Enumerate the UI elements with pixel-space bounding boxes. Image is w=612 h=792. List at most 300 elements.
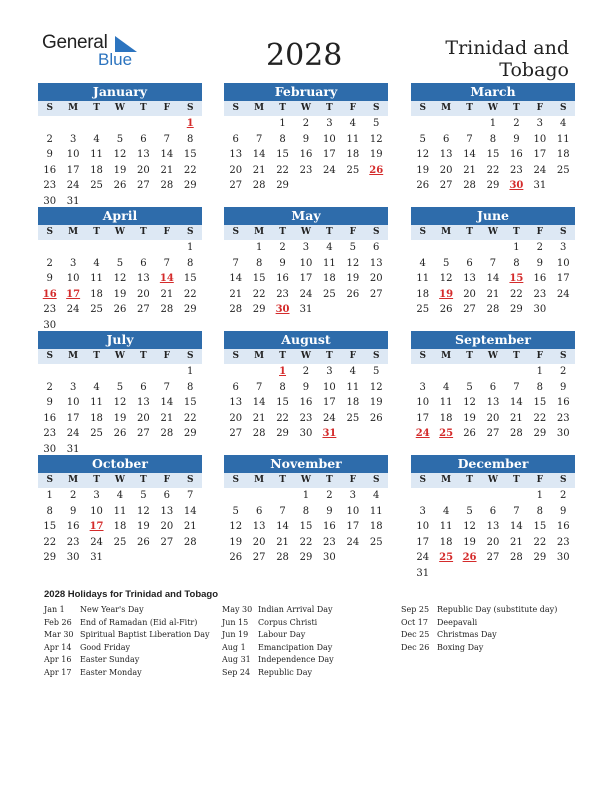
week-row [224,132,388,148]
day-cell [318,178,341,194]
weekday-label: T [140,227,147,237]
day-cell: 5 [419,133,426,145]
day-cell [108,240,131,256]
week-row [38,488,202,504]
month-april [38,207,202,333]
day-cell: 21 [463,164,476,176]
day-cell: 22 [252,288,266,300]
weekday-label: M [441,475,452,485]
week-row [224,504,388,520]
month-december [411,455,575,581]
day-cell: 31 [66,443,80,455]
day-cell: 15 [43,521,57,532]
day-cell: 30 [66,552,80,563]
day-cell [365,550,388,566]
day-cell: 8 [46,505,53,517]
day-cell [365,302,388,318]
day-cell [458,116,481,132]
day-cell: 24 [346,536,360,548]
day-cell: 5 [466,381,473,393]
weekday-label: T [279,351,286,361]
day-cell: 7 [279,505,286,517]
day-cell: 28 [229,304,243,315]
holiday-day-cell: 1 [186,118,194,129]
holiday-name: Republic Day (substitute day) [437,605,558,614]
holiday-day-cell: 16 [42,288,57,300]
day-cell: 14 [183,505,197,517]
day-cell [458,240,481,256]
weekday-label: S [232,227,239,237]
day-cell: 23 [43,304,57,315]
day-cell: 6 [489,505,497,517]
day-cell: 14 [160,149,174,160]
week-row [38,504,202,520]
day-cell: 21 [229,288,243,300]
day-cell [132,364,155,380]
day-cell: 2 [302,118,310,129]
weekday-header-row [224,473,388,488]
day-cell: 10 [66,149,80,160]
day-cell: 1 [187,242,194,253]
holiday-item [44,667,210,680]
week-row [411,380,575,396]
day-cell: 15 [299,521,313,532]
day-cell: 30 [299,428,313,439]
day-cell: 31 [299,304,313,315]
day-cell: 23 [533,288,547,300]
day-cell [224,116,247,132]
day-cell: 23 [276,288,289,300]
day-cell: 22 [276,164,289,176]
logo-general-text: General [42,32,108,53]
weekday-label: F [536,475,544,485]
day-cell [458,488,481,504]
day-cell: 27 [486,428,500,439]
day-cell: 20 [137,288,150,300]
week-row [224,116,388,132]
day-cell: 19 [113,164,127,176]
day-cell: 11 [90,149,103,160]
day-cell: 13 [463,273,476,284]
day-cell: 5 [232,505,239,517]
holidays-title: 2028 Holidays for Trinidad and Tobago [44,589,219,600]
day-cell [108,550,131,566]
week-row [38,147,202,163]
day-cell: 11 [113,505,127,517]
holiday-date: Dec 25 [401,630,430,639]
day-cell: 28 [486,304,500,315]
holiday-day-cell: 30 [509,180,524,191]
day-cell [247,364,270,380]
day-cell: 11 [369,505,383,517]
day-cell: 9 [279,257,286,269]
week-row [38,163,202,179]
day-cell: 1 [489,118,497,129]
day-cell: 27 [463,304,476,315]
day-cell: 31 [90,552,103,563]
day-cell: 9 [46,273,53,284]
day-cell [434,488,457,504]
day-cell: 26 [369,412,383,424]
week-row [224,519,388,535]
month-november [224,455,388,566]
day-cell: 13 [137,273,150,284]
day-cell: 26 [463,428,476,439]
holiday-day-cell: 1 [279,366,287,377]
day-cell [481,240,504,256]
holiday-date: Jun 19 [222,630,249,639]
holiday-day-cell: 24 [415,428,430,439]
day-cell: 3 [326,118,333,129]
day-cell: 1 [46,490,53,501]
day-cell: 9 [46,149,53,160]
day-cell: 4 [349,118,356,129]
day-cell: 28 [183,536,197,548]
day-cell: 16 [533,273,547,284]
weekday-label: W [487,475,499,485]
day-cell [411,240,434,256]
day-cell: 6 [140,257,147,269]
day-cell: 6 [140,381,147,393]
day-cell: 11 [323,257,336,269]
day-cell [38,240,61,256]
weekday-label: M [441,351,452,361]
day-cell: 14 [486,273,500,284]
weekday-label: S [372,103,380,113]
day-cell [411,116,434,132]
day-cell [108,364,131,380]
day-cell: 5 [373,366,380,377]
weekday-label: M [254,103,265,113]
day-cell [434,116,457,132]
day-cell: 20 [252,536,266,548]
week-row [38,380,202,396]
holiday-day-cell: 15 [509,273,524,284]
day-cell: 30 [43,319,57,331]
day-cell: 6 [163,490,170,501]
day-cell [61,116,84,132]
day-cell: 20 [486,536,500,548]
holiday-name: Easter Monday [80,667,142,677]
weekday-header-row [224,225,388,240]
day-cell: 18 [439,412,453,424]
day-cell: 25 [346,164,360,176]
day-cell: 9 [513,133,520,145]
day-cell: 17 [323,149,336,160]
day-cell: 20 [229,412,243,424]
month-name: January [38,83,202,101]
day-cell: 30 [43,443,57,455]
day-cell: 19 [229,536,243,548]
day-cell [458,364,481,380]
month-may [224,207,388,318]
day-cell: 27 [137,304,150,315]
day-cell: 7 [466,133,473,145]
day-cell: 15 [276,149,289,160]
holiday-date: Aug 31 [222,655,251,664]
month-name: February [224,83,388,101]
weekday-label: T [513,351,520,361]
weekday-label: M [441,103,452,113]
holiday-day-cell: 30 [275,304,290,315]
day-cell: 6 [442,133,450,145]
day-cell [85,240,108,256]
week-row [38,550,202,566]
day-cell [108,116,131,132]
day-cell [481,488,504,504]
day-cell: 2 [46,133,53,145]
week-row [411,163,575,179]
day-cell: 4 [373,490,380,501]
day-cell: 27 [137,180,150,191]
week-row [411,178,575,194]
weekday-header-row [224,349,388,364]
month-august [224,331,388,442]
weekday-label: F [163,351,171,361]
day-cell: 7 [255,133,263,145]
weekday-label: S [186,227,194,237]
weekday-label: T [93,475,100,485]
day-cell [505,566,528,582]
holiday-name: Deepavali [437,617,478,627]
day-cell: 18 [323,273,336,284]
day-cell: 20 [369,273,383,284]
day-cell: 22 [276,412,289,424]
holiday-item [222,654,334,667]
day-cell [434,364,457,380]
day-cell: 15 [183,149,197,160]
day-cell: 21 [486,288,500,300]
month-october [38,455,202,566]
weekday-label: M [254,351,265,361]
weekday-label: S [372,351,380,361]
weekday-label: T [140,351,147,361]
week-row [224,147,388,163]
day-cell: 29 [510,304,523,315]
day-cell: 1 [536,366,543,377]
day-cell: 5 [116,381,124,393]
day-cell: 28 [510,428,523,439]
day-cell: 6 [255,505,263,517]
day-cell: 10 [90,505,103,517]
day-cell: 10 [323,381,336,393]
day-cell [528,566,551,582]
day-cell: 25 [113,536,127,548]
day-cell: 30 [556,552,570,563]
holiday-date: Apr 17 [44,667,72,677]
weekday-label: S [559,351,567,361]
day-cell: 11 [346,381,360,393]
day-cell: 10 [299,257,313,269]
weekday-label: T [513,103,520,113]
day-cell: 3 [326,366,333,377]
weekday-label: T [93,103,100,113]
weekday-label: S [46,103,53,113]
day-cell: 27 [439,180,453,191]
weekday-header-row [38,349,202,364]
week-row [411,287,575,303]
day-cell: 25 [416,304,430,315]
day-cell: 14 [463,149,476,160]
weekday-label: F [349,103,357,113]
day-cell [247,116,270,132]
day-cell: 23 [556,412,570,424]
day-cell: 13 [252,521,266,532]
day-cell: 8 [187,257,194,269]
day-cell: 21 [183,521,197,532]
day-cell: 13 [439,149,453,160]
day-cell: 29 [276,428,289,439]
day-cell: 22 [486,164,500,176]
day-cell [434,566,457,582]
day-cell [341,550,364,566]
weekday-label: F [163,227,171,237]
day-cell: 17 [346,521,360,532]
weekday-label: T [466,227,473,237]
week-row [411,364,575,380]
day-cell: 16 [556,397,570,408]
weekday-label: F [536,351,544,361]
holiday-name: Christmas Day [437,630,497,639]
day-cell: 10 [66,397,80,408]
week-row [411,147,575,163]
day-cell: 24 [416,552,430,563]
day-cell: 10 [533,133,547,145]
weekday-label: S [372,475,380,485]
holiday-date: Sep 24 [222,667,251,677]
weekday-label: T [326,103,333,113]
day-cell: 3 [302,242,310,253]
day-cell [85,364,108,380]
day-cell: 9 [302,133,310,145]
weekday-header-row [411,101,575,116]
week-row [224,411,388,427]
holiday-date: Dec 26 [401,642,430,652]
day-cell: 22 [533,412,547,424]
day-cell [38,364,61,380]
day-cell: 3 [560,242,567,253]
holiday-date: Jun 15 [222,617,249,627]
week-row [38,519,202,535]
day-cell: 26 [416,180,430,191]
day-cell: 12 [463,397,476,408]
day-cell: 12 [229,521,243,532]
day-cell: 27 [229,428,243,439]
day-cell: 29 [183,304,197,315]
day-cell: 21 [510,412,523,424]
holiday-day-cell: 26 [462,552,477,563]
day-cell: 12 [137,505,150,517]
weekday-label: T [140,103,147,113]
day-cell: 6 [466,257,473,269]
day-cell [458,566,481,582]
holiday-name: New Year's Day [80,605,144,614]
holiday-name: Boxing Day [437,642,484,652]
day-cell: 23 [66,536,80,548]
day-cell: 17 [416,412,430,424]
weekday-label: W [114,103,126,113]
day-cell: 19 [113,412,127,424]
holiday-name: End of Ramadan (Eid al-Fitr) [80,617,198,627]
weekday-label: F [536,227,544,237]
week-row [411,271,575,287]
day-cell: 4 [560,118,567,129]
day-cell: 26 [113,180,127,191]
weekday-label: M [68,351,79,361]
weekday-label: S [232,475,239,485]
day-cell: 14 [510,397,523,408]
holiday-name: Republic Day [258,667,312,677]
day-cell: 12 [113,149,127,160]
week-row [224,550,388,566]
day-cell: 25 [90,180,103,191]
day-cell [365,426,388,442]
day-cell: 15 [276,397,289,408]
day-cell: 30 [533,304,547,315]
weekday-label: S [419,475,426,485]
week-row [224,426,388,442]
day-cell: 29 [533,552,547,563]
holiday-name: Corpus Christi [258,617,318,627]
week-row [411,488,575,504]
day-cell: 20 [137,164,150,176]
day-cell: 6 [489,381,497,393]
holiday-day-cell: 26 [369,164,384,176]
day-cell: 21 [160,288,174,300]
day-cell: 26 [113,304,127,315]
weekday-label: F [349,475,357,485]
weekday-label: F [349,227,357,237]
day-cell [224,364,247,380]
holiday-item [222,629,334,642]
weekday-label: T [513,227,520,237]
day-cell: 7 [187,490,194,501]
day-cell [434,240,457,256]
day-cell: 19 [416,164,430,176]
day-cell [552,178,575,194]
day-cell: 17 [533,149,547,160]
day-cell: 1 [536,490,543,501]
week-row [38,256,202,272]
day-cell: 13 [229,149,243,160]
day-cell: 7 [513,505,520,517]
weekday-label: F [536,103,544,113]
day-cell: 24 [66,304,80,315]
day-cell: 2 [326,490,333,501]
holiday-item [222,604,334,617]
day-cell: 2 [536,242,543,253]
day-cell [271,488,294,504]
holiday-date: Jan 1 [44,605,65,614]
week-row [38,426,202,442]
day-cell: 18 [556,149,570,160]
day-cell: 8 [513,257,520,269]
holiday-name: Independence Day [258,655,334,664]
week-row [38,302,202,318]
weekday-label: S [559,103,567,113]
day-cell: 11 [90,273,103,284]
weekday-label: S [46,227,53,237]
weekday-label: T [466,475,473,485]
weekday-label: T [279,103,286,113]
day-cell: 28 [463,180,476,191]
holiday-column [401,604,557,654]
weekday-label: S [419,227,426,237]
day-cell: 13 [486,397,500,408]
day-cell: 14 [229,273,243,284]
day-cell: 15 [533,521,547,532]
day-cell: 28 [510,552,523,563]
